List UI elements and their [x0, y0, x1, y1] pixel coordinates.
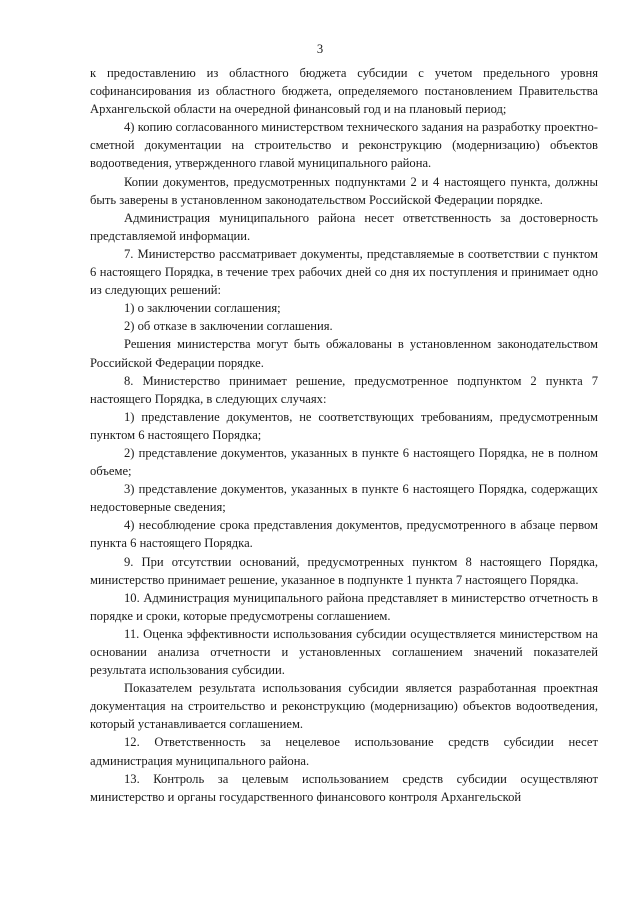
- paragraph: Решения министерства могут быть обжалованы в установленном законодательством Российской Федерации порядке.: [90, 337, 598, 370]
- document-body: [90, 64, 598, 806]
- paragraph: 13. Контроль за целевым использованием средств субсидии осуществляют министерство и органы государственного финансового контроля Архангельской: [90, 771, 598, 804]
- paragraph: 4) несоблюдение срока представления документов, предусмотренного в абзаце первом пункта 6 настоящего Порядка.: [90, 518, 598, 551]
- paragraph: 3) представление документов, указанных в пункте 6 настоящего Порядка, содержащих недостоверные сведения;: [90, 482, 598, 515]
- paragraph: 2) представление документов, указанных в пункте 6 настоящего Порядка, не в полном объеме;: [90, 445, 598, 479]
- paragraph: Показателем результата использования субсидии является разработанная проектная документация на строительство и реконструкцию (модернизацию) объектов водоотведения, который устанавливается соглашением.: [90, 681, 598, 732]
- paragraph: 8. Министерство принимает решение, предусмотренное подпунктом 2 пункта 7 настоящего Порядка, в следующих случаях:: [90, 373, 598, 406]
- paragraph: 9. При отсутствии оснований, предусмотренных пунктом 8 настоящего Порядка, министерство принимает решение, указанное в подпункте 1 пункта 7 настоящего Порядка.: [90, 554, 598, 587]
- paragraph: 1) представление документов, не соответствующих требованиям, предусмотренным пунктом 6 настоящего Порядка;: [90, 409, 598, 442]
- paragraph: 12. Ответственность за нецелевое использование средств субсидии несет администрация муниципального района.: [90, 735, 598, 768]
- paragraph: 7. Министерство рассматривает документы, представляемые в соответствии с пунктом 6 настоящего Порядка, в течение трех рабочих дней со дня их поступления и принимает одно из следующих решений:: [90, 246, 598, 298]
- paragraph: 4) копию согласованного министерством технического задания на разработку проектно-сметной документации на строительство и реконструкцию (модернизацию) объектов водоотведения, утвержденного главой муниципального района.: [90, 120, 598, 171]
- paragraph: к предоставлению из областного бюджета субсидии с учетом предельного уровня софинансирования из областного бюджета, определяемого постановлением Правительства Архангельской области на очередной финансовый год и на плановый период;: [90, 66, 598, 117]
- page-number: 3: [316, 42, 324, 56]
- paragraph: 10. Администрация муниципального района представляет в министерство отчетность в порядке и сроки, которые предусмотрены соглашением.: [90, 590, 598, 623]
- paragraph: Копии документов, предусмотренных подпунктами 2 и 4 настоящего пункта, должны быть заверены в установленном законодательством Российской Федерации порядке.: [90, 174, 598, 207]
- paragraph: 1) о заключении соглашения;: [124, 301, 281, 316]
- paragraph: Администрация муниципального района несет ответственность за достоверность представляемой информации.: [90, 210, 598, 243]
- paragraph: 2) об отказе в заключении соглашения.: [124, 319, 333, 334]
- paragraph: 11. Оценка эффективности использования субсидии осуществляется министерством на основании анализа отчетности и установленных соглашением значений показателей результата использования субсидии.: [90, 626, 598, 678]
